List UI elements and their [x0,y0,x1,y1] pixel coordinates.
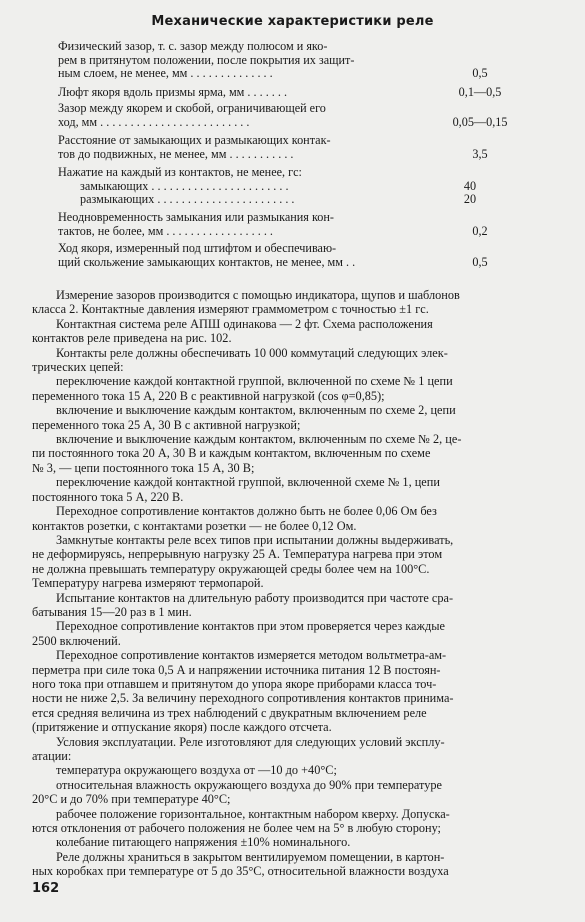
text-line: трических цепей: [32,360,124,375]
text-line: относительная влажность окружающего воздуха до 90% при температуре [56,777,443,792]
text-line: ного тока при отпавшем и притянутом до упора якоре приборами класса точ- [32,676,437,691]
spec-label-line: рем в притянутом положении, после покрытия их защит- [58,52,355,67]
text-line: контактов розетки, с контактами розетки — не более 0,12 Ом. [32,518,357,533]
spec-value: 20 [463,192,477,207]
spec-label-line: Физический зазор, т. с. зазор между полюсом и яко- [58,39,328,53]
text-line: постоянного тока 5 А, 220 В. [32,489,184,504]
spec-value: 0,05—0,15 [452,114,508,129]
text-line: переключение каждой контактной группой, включенной схеме № 1, цепи [56,475,440,490]
body-text [32,288,558,879]
text-line: Условия эксплуатации. Реле изготовляют для следующих условий эксплу- [56,734,445,749]
text-line: Контактная система реле АПШ одинакова — 2 фт. Схема расположения [56,316,433,331]
spec-value: 0,1—0,5 [458,85,502,99]
spec-value: 0,5 [472,254,488,269]
spec-label-line: Ход якоря, измеренный под штифтом и обеспечиваю- [58,241,337,255]
text-line: Контакты реле должны обеспечивать 10 000 коммутаций следующих элек- [56,345,448,360]
text-line: температура окружающего воздуха от —10 до +40°С; [56,763,337,778]
text-line: Испытание контактов на длительную работу производится при частоте сра- [56,590,454,605]
page-title: Механические характеристики реле [151,14,434,29]
spec-label-line: ным слоем, не менее, мм . . . . . . . . . . . . . . [58,66,273,81]
spec-value: 0,5 [472,66,488,81]
spec-label [58,242,430,269]
text-line: (притяжение и отпускание якоря) после каждого отсчета. [32,720,332,735]
spec-label [58,166,430,207]
text-line: переменного тока 25 А, 30 В с активной нагрузкой; [32,417,301,432]
text-line: включение и выключение каждым контактом, включенным по схеме № 2, це- [56,432,462,447]
spec-label-line: щий скольжение замыкающих контактов, не менее, мм . . [58,254,356,269]
spec-label-line: Расстояние от замыкающих и размыкающих контак- [58,133,331,147]
spec-label [58,102,430,129]
text-line: ности не ниже 2,5. За величину переходного сопротивления контактов принима- [32,691,454,706]
spec-label [58,40,430,81]
text-line: переключение каждой контактной группой, включенной по схеме № 1 цепи [56,374,453,389]
text-line: ется средняя величина из трех наблюдений с двукратным включением реле [32,705,427,720]
spec-label-line: Нажатие на каждый из контактов, не менее, гс: [58,165,302,179]
text-line: контактов реле приведена на рис. 102. [32,331,232,346]
text-line: 2500 включений. [32,633,121,648]
spec-label [58,211,430,238]
spec-label [58,86,430,100]
text-line: батывания 15—20 раз в 1 мин. [32,604,192,619]
text-line: рабочее положение горизонтальное, контактным набором кверху. Допуска- [56,806,450,821]
text-line: 20°С и до 70% при температуре 40°С; [32,792,231,807]
spec-label-line: замыкающих . . . . . . . . . . . . . . . . . . . . . . . [80,178,289,193]
text-line: не деформируясь, непрерывную нагрузку 25 А. Температура нагрева при этом [32,547,443,562]
spec-label-line: тактов, не более, мм . . . . . . . . . . . . . . . . . . [58,223,273,238]
page-number: 162 [32,881,60,896]
text-line: Переходное сопротивление контактов при этом проверяется через каждые [56,619,445,634]
text-line: ются отклонения от рабочего положения не более чем на 5° в любую сторону; [32,821,441,836]
text-line: переменного тока 15 А, 220 В с реактивной нагрузкой (cos φ=0,85); [32,388,385,403]
spec-value: 40 [463,178,477,193]
spec-label-line: Зазор между якорем и скобой, ограничивающей его [58,101,326,115]
spec-label-line: тов до подвижных, не менее, мм . . . . . . . . . . . [58,146,294,161]
spec-label-line: Неодновременность замыкания или размыкания кон- [58,210,334,224]
spec-value: 0,2 [472,223,488,238]
text-line: включение и выключение каждым контактом, включенным по схеме 2, цепи [56,403,456,418]
spec-label-line: ход, мм . . . . . . . . . . . . . . . . . . . . . . . . . [58,114,250,129]
text-line: класса 2. Контактные давления измеряют граммометром с точностью ±1 гс. [32,302,429,317]
text-line: пи постоянного тока 20 А, 30 В и каждым контактом, включенным по схеме [32,446,431,461]
text-line: Температуру нагрева измеряют термопарой. [32,576,264,591]
spec-value: 3,5 [472,146,488,161]
text-line: Переходное сопротивление контактов должно быть не более 0,06 Ом без [56,504,437,519]
spec-label [58,134,430,161]
text-line: ных коробках при температуре от 5 до 35°С, относительной влажности воздуха [32,864,449,879]
text-line: № 3, — цепи постоянного тока 15 А, 30 В; [32,460,255,475]
text-line: колебание питающего напряжения ±10% номинального. [56,835,351,850]
text-line: Реле должны храниться в закрытом вентилируемом помещении, в картон- [56,849,445,864]
text-line: перметра при силе тока 0,5 А и напряжении источника питания 12 В постоян- [32,662,441,677]
text-line: Переходное сопротивление контактов измеряется методом вольтметра-ам- [56,648,447,663]
text-line: Измерение зазоров производится с помощью индикатора, щупов и шаблонов [56,288,460,302]
text-line: атации: [32,749,72,763]
text-line: не должна превышать температуру окружающей среды более чем на 100°С. [32,561,430,576]
spec-label-line: Люфт якоря вдоль призмы ярма, мм . . . . . . . [58,85,288,99]
text-line: Замкнутые контакты реле всех типов при испытании должны выдерживать, [56,532,454,547]
spec-label-line: размыкающих . . . . . . . . . . . . . . . . . . . . . . . [80,192,295,207]
